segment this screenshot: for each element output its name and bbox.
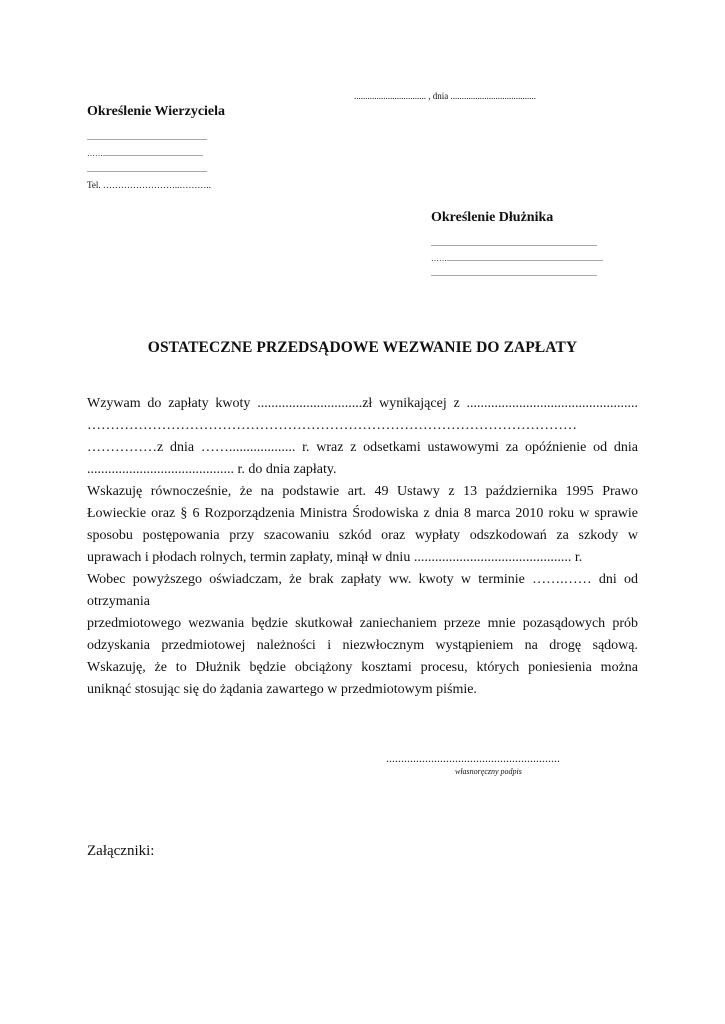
debtor-heading: Określenie Dłużnika xyxy=(431,210,554,225)
signature-line: .......................................................... xyxy=(386,751,560,765)
document-title: OSTATECZNE PRZEDSĄDOWE WEZWANIE DO ZAPŁATY xyxy=(147,339,578,356)
creditor-tel: Tel. ……………………..……….. xyxy=(87,180,211,190)
body-line-6: Łowieckie oraz § 6 Rozporządzenia Ministra Środowiska z dnia 8 marca 2010 roku w sprawie xyxy=(87,506,638,521)
body-line-7: sposobu postępowania przy szacowaniu szkód oraz wypłaty odszkodowań za szkody w xyxy=(87,528,638,543)
body-line-12: odzyskania przedmiotowej należności i niezwłocznym wystąpieniem na drogę sądową. xyxy=(87,638,638,653)
debtor-line-2: …….............................................................................. xyxy=(431,254,603,263)
body-line-5: Wskazuję równocześnie, że na podstawie art. 49 Ustawy z 13 października 1995 Prawo xyxy=(87,484,638,499)
creditor-line-1: ............................................................ xyxy=(87,133,207,142)
debtor-line-3: ................................................................................... xyxy=(431,269,597,278)
body-line-14: uniknąć stosując się do żądania zawartego w przedmiotowym piśmie. xyxy=(87,682,477,697)
creditor-line-2: …….................................................. xyxy=(87,149,203,158)
body-line-1: Wzywam do zapłaty kwoty ..............................zł wynikającej z ................................................. xyxy=(87,396,638,411)
creditor-line-3: ............................................................ xyxy=(87,165,207,174)
place-date-line: ................................ , dnia ...................................... xyxy=(354,91,536,101)
body-line-2: …………………………………………………………………………………………… xyxy=(87,418,577,433)
body-line-9: Wobec powyższego oświadczam, że brak zapłaty ww. kwoty w terminie …….…… dni od xyxy=(87,572,638,587)
body-line-11: przedmiotowego wezwania będzie skutkował zaniechaniem przeze mnie pozasądowych prób xyxy=(87,616,638,631)
body-line-13: Wskazuję, że to Dłużnik będzie obciążony kosztami procesu, których poniesienia można xyxy=(87,660,638,675)
body-line-8: uprawach i płodach rolnych, termin zapłaty, minął w dniu ............................................. r. xyxy=(87,550,583,565)
creditor-heading: Określenie Wierzyciela xyxy=(87,104,226,119)
signature-label: własnoręczny podpis xyxy=(455,767,522,776)
body-line-3: ……………z dnia ……................... r. wraz z odsetkami ustawowymi za opóźnienie od dnia xyxy=(87,440,638,455)
attachments-label: Załączniki: xyxy=(87,843,155,859)
debtor-line-1: ................................................................................... xyxy=(431,239,597,248)
body-line-10: otrzymania xyxy=(87,594,150,609)
body-line-4: .......................................... r. do dnia zapłaty. xyxy=(87,462,337,477)
